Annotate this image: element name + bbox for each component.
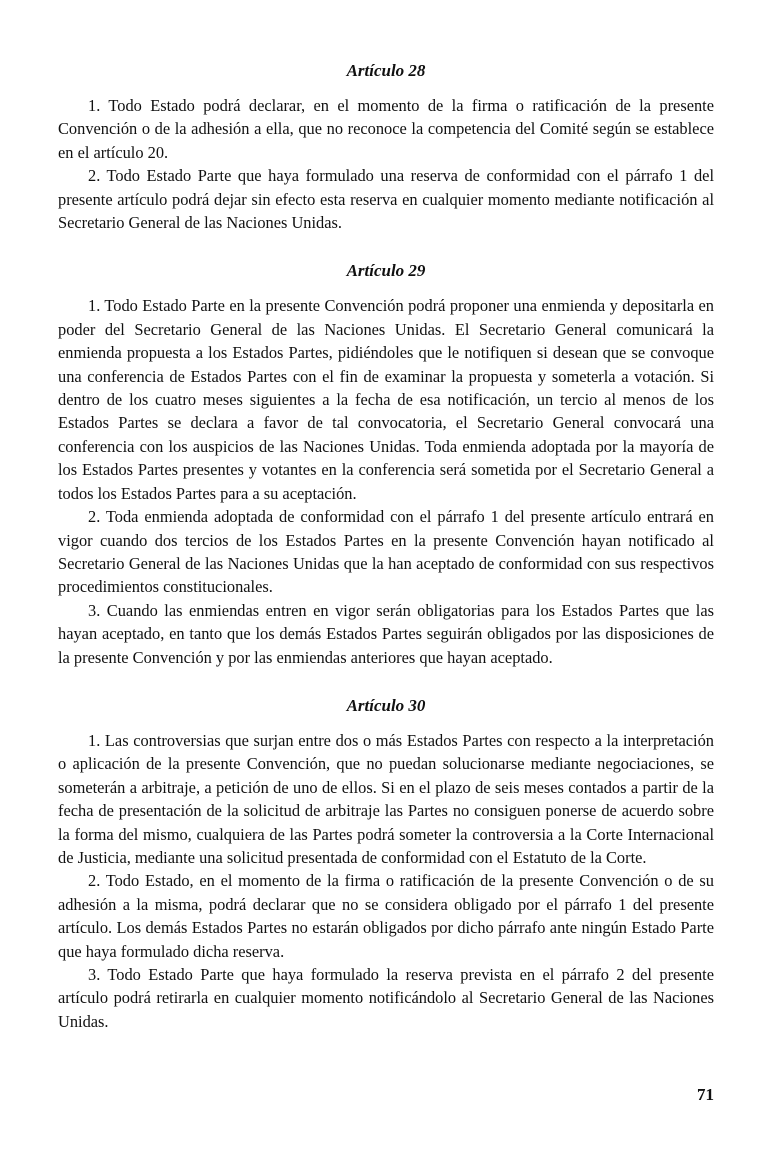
article-29-paragraph-1: 1. Todo Estado Parte en la presente Convención podrá proponer una enmienda y depositarla en poder del Secretario General de las Naciones Unidas. El Secretario General comunicará la enmienda propuesta a los Estados Partes, pidiéndoles que le notifiquen si desean que se convoque una conferencia de Estados Partes con el fin de examinar la propuesta y someterla a votación. Si dentro de los cuatro meses siguientes a la fecha de esa notificación, un tercio al menos de los Estados Partes se declara a favor de tal convocatoria, el Secretario General convocará una conferencia con los auspicios de las Naciones Unidas. Toda enmienda adoptada por la mayoría de los Estados Partes presentes y votantes en la conferencia será sometida por el Secretario General a todos los Estados Partes para a su aceptación.: [58, 296, 714, 503]
article-30-paragraph-3: 3. Todo Estado Parte que haya formulado la reserva prevista en el párrafo 2 del presente artículo podrá retirarla en cualquier momento notificándolo al Secretario General de las Naciones Unidas.: [58, 965, 714, 1031]
article-30-heading: Artículo 30: [346, 695, 426, 715]
article-28-paragraph-2: 2. Todo Estado Parte que haya formulado una reserva de conformidad con el párrafo 1 del presente artículo podrá dejar sin efecto esta reserva en cualquier momento mediante notificación al Secretario General de las Naciones Unidas.: [58, 166, 714, 233]
article-29-paragraph-3: 3. Cuando las enmiendas entren en vigor serán obligatorias para los Estados Partes que las hayan aceptado, en tanto que los demás Estados Partes seguirán obligados por las disposiciones de la presente Convención y por las enmiendas anteriores que hayan aceptado.: [58, 600, 714, 667]
page-number: 71: [697, 1085, 714, 1104]
article-28-paragraph-1: 1. Todo Estado podrá declarar, en el momento de la firma o ratificación de la presente Convención o de la adhesión a ella, que no reconoce la competencia del Comité según se establece en el artículo 20.: [58, 96, 714, 162]
article-30-paragraph-2: 2. Todo Estado, en el momento de la firma o ratificación de la presente Convención o de su adhesión a la misma, podrá declarar que no se considera obligado por el párrafo 1 del presente artículo. Los demás Estados Partes no estarán obligados por dicho párrafo ante ningún Estado Parte que haya formulado dicha reserva.: [58, 871, 714, 961]
article-30-paragraph-1: 1. Las controversias que surjan entre dos o más Estados Partes con respecto a la interpretación o aplicación de la presente Convención, que no puedan solucionarse mediante negociaciones, se someterán a arbitraje, a petición de uno de ellos. Si en el plazo de seis meses contados a partir de la fecha de presentación de la solicitud de arbitraje las Partes no consiguen ponerse de acuerdo sobre la forma del mismo, cualquiera de las Partes podrá someter la controversia a la Corte Internacional de Justicia, mediante una solicitud presentada de conformidad con el Estatuto de la Corte.: [58, 730, 714, 867]
document-page: [58, 60, 714, 1033]
article-29-heading: Artículo 29: [346, 261, 426, 281]
article-28-heading: Artículo 28: [346, 61, 426, 80]
article-29-paragraph-2: 2. Toda enmienda adoptada de conformidad con el párrafo 1 del presente artículo entrará en vigor cuando dos tercios de los Estados Partes en la presente Convención hayan notificado al Secretario General de las Naciones Unidas que la han aceptado de conformidad con sus respectivos procedimientos constitucionales.: [58, 507, 714, 597]
